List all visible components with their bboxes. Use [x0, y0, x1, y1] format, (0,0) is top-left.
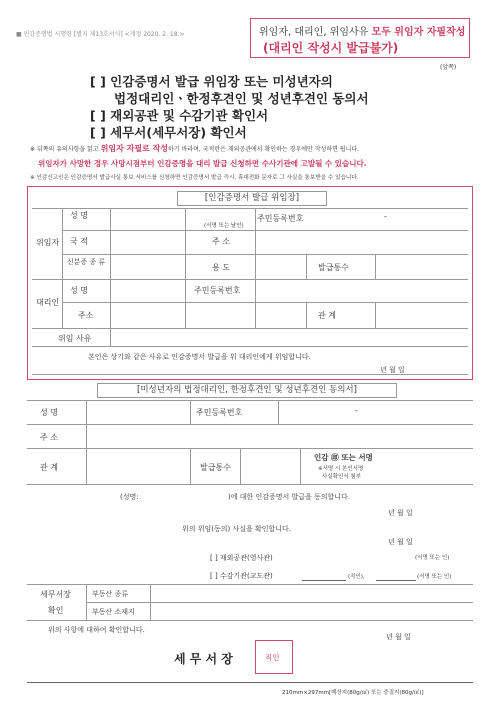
tax-officer-signature: 세 무 서 장 [174, 652, 233, 666]
delegation-title: [인감증명서 발급 위임장] [177, 191, 327, 206]
page-side-label: (앞쪽) [440, 64, 457, 71]
delegator-name-label: 성 명 [70, 211, 88, 220]
nationality-label: 국 적 [70, 237, 88, 246]
delegator-resident-dash: - [384, 212, 387, 221]
consent-statement-a: (성명: [120, 493, 139, 501]
delegator-address-label: 주 소 [212, 237, 230, 246]
agent-address-label: 주소 [78, 311, 94, 320]
title-row-1 [90, 72, 369, 89]
form-reference: ■ 인감증명법 시행령 [별지 제13호서식] <개정 2020. 2. 18.> [16, 31, 185, 38]
official-seal-label: 직인 [265, 653, 280, 662]
consent-address-label: 주 소 [40, 433, 58, 442]
agent-name-label: 성 명 [70, 286, 88, 295]
note-3: ※ 인감신고인은 인감증명서 발급사실 통보 서비스를 신청하면 인감증명서 발급 즉시, 휴대전화 문자로 그 사실을 통보받을 수 있습니다. [30, 175, 359, 181]
note-2: 위임자가 사망한 경우 사망시점부터 인감증명을 대리 발급 신청하면 수사기관에 고발될 수 있습니다. [38, 159, 367, 168]
delegation-section [27, 186, 473, 380]
purpose-label: 용 도 [212, 263, 230, 272]
delegator-label: 위임자 [36, 238, 60, 247]
seal-note-2: 사실확인서 첨부 [322, 474, 361, 480]
copies-label: 발급통수 [318, 263, 349, 272]
author-notice-box [250, 18, 470, 58]
title-row-4 [90, 123, 369, 140]
paper-spec: 210mm×297mm[백상지(80g/㎡) 또는 중질지(80g/㎡)] [282, 690, 424, 696]
title-4-checkbox[interactable]: [ ] [90, 125, 106, 140]
title-row-3 [90, 106, 369, 123]
confirm-date: 년 월 일 [388, 538, 413, 546]
embassy-checkbox-label[interactable]: [ ] 재외공관(영사관) [210, 554, 273, 562]
consent-date: 년 월 일 [388, 509, 413, 517]
relation-label: 관 계 [318, 311, 336, 320]
consent-name-label: 성 명 [40, 408, 58, 417]
seal-note-1: ※서명 시 본인서명 [318, 466, 364, 472]
prison-title: (직인), [348, 574, 365, 580]
notice-line-1-b: 모두 위임자 자필작성 [371, 27, 466, 38]
notice-line-1 [259, 23, 465, 38]
official-seal-box [255, 640, 293, 674]
prison-sign: (서명 또는 인) [417, 574, 452, 580]
tax-confirm-label-a: 세무서장 [40, 590, 71, 599]
note-1-c: 하기 바라며, 국적란은 재외공관에서 확인하는 경우에만 작성하면 됩니다. [168, 146, 360, 153]
delegation-date: 년 월 일 [380, 366, 405, 374]
title-row-2 [90, 89, 369, 106]
delegation-statement: 본인은 상기와 같은 사유로 인감증명서 발급을 위 대리인에게 위임합니다. [88, 353, 311, 361]
tax-date: 년 월 일 [386, 633, 411, 641]
reason-label: 위임 사유 [58, 334, 92, 343]
note-1 [30, 143, 359, 154]
consent-resident-label: 주민등록번호 [196, 408, 243, 417]
seal-or-sign-label: 인감 ㊞ 또는 서명 [314, 453, 373, 462]
agent-label: 대리인 [36, 298, 60, 307]
notice-line-1-a: 위임자, 대리인, 위임사유 [259, 27, 372, 38]
tax-confirm-label-b: 확인 [48, 606, 64, 615]
delegator-resident-label: 주민등록번호 [257, 214, 304, 223]
title-1-text: 인감증명서 발급 위임장 또는 미성년자의 [110, 74, 333, 89]
consent-title: [미성년자의 법정대리인, 한정후견인 및 성년후견인 동의서] [97, 383, 397, 398]
note-1-a: ※ 뒤쪽의 유의사항을 읽고 [30, 146, 101, 153]
note-1-b: 위임자 자필로 작성 [100, 144, 169, 153]
real-estate-type-label: 부동산 종류 [92, 590, 129, 598]
title-2-text: 법정대리인ㆍ한정후견인 및 성년후견인 동의서 [114, 91, 369, 106]
notice-line-2: (대리인 작성시 발급불가) [263, 41, 399, 55]
real-estate-location-label: 부동산 소재지 [92, 608, 135, 616]
consent-resident-dash: - [355, 406, 358, 415]
agent-resident-label: 주민등록번호 [194, 286, 241, 295]
consent-relation-label: 관 계 [40, 463, 58, 472]
embassy-sign: (서명 또는 인) [415, 555, 450, 561]
title-3-checkbox[interactable]: [ ] [90, 108, 106, 123]
form-titles [90, 72, 369, 140]
title-4-text: 세무서(세무서장) 확인서 [110, 125, 247, 140]
prison-checkbox-label[interactable]: [ ] 수감기관(교도관) [210, 572, 273, 580]
consent-copies-label: 발급통수 [200, 463, 231, 472]
consent-statement-b: )에 대한 인감증명서 발급을 동의합니다. [228, 493, 351, 501]
id-doc-label: 신분증 종 류 [66, 258, 106, 266]
confirm-statement: 위의 위임(동의) 사실을 확인합니다. [182, 525, 292, 533]
title-1-checkbox[interactable]: [ ] [90, 74, 106, 89]
delegator-sign-hint: (서명 또는 날인) [204, 223, 244, 229]
tax-confirm-statement: 위의 사항에 대하여 확인합니다. [48, 626, 145, 634]
title-3-text: 재외공관 및 수감기관 확인서 [110, 108, 269, 123]
